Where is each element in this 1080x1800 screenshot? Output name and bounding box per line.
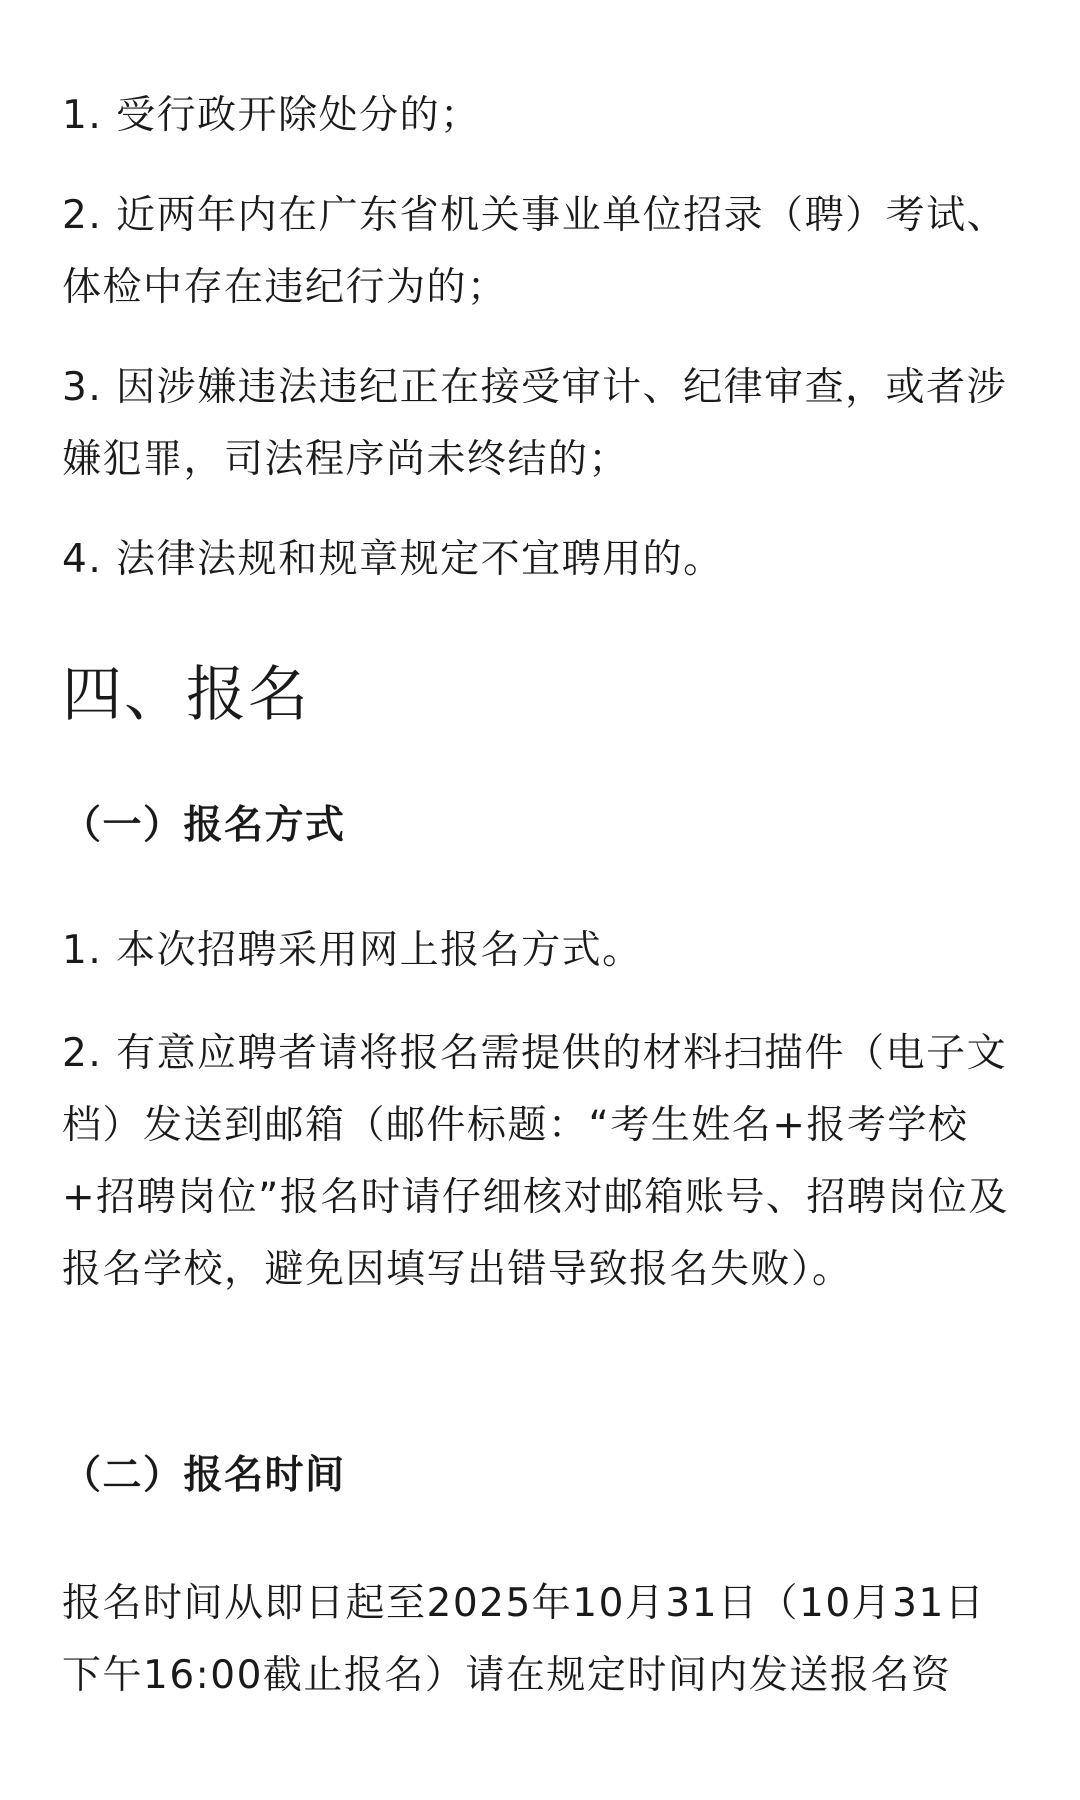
method-item-1: 1. 本次招聘采用网上报名方式。 (62, 928, 643, 973)
ineligible-item-1: 1. 受行政开除处分的； (62, 93, 481, 138)
section-heading-registration: 四、报名 (62, 660, 310, 730)
method-item-2: 2. 有意应聘者请将报名需提供的材料扫描件（电子文档）发送到邮箱（邮件标题：“考生姓名+报考学校+招聘岗位”报名时请仔细核对邮箱账号、招聘岗位及报名学校，避免因填写出错导致报名失败）。 (62, 1031, 1009, 1292)
ineligible-item-2: 2. 近两年内在广东省机关事业单位招录（聘）考试、体检中存在违纪行为的； (62, 193, 1008, 310)
subsection-registration-method: （一）报名方式 (62, 803, 346, 848)
ineligible-item-3: 3. 因涉嫌违法违纪正在接受审计、纪律审查，或者涉嫌犯罪，司法程序尚未终结的； (62, 365, 1008, 482)
registration-time-text: 报名时间从即日起至2025年10月31日（10月31日下午16:00截止报名）请在规定时间内发送报名资 (62, 1581, 986, 1698)
subsection-registration-time: （二）报名时间 (62, 1453, 346, 1498)
ineligible-item-4: 4. 法律法规和规章规定不宜聘用的。 (62, 537, 724, 582)
